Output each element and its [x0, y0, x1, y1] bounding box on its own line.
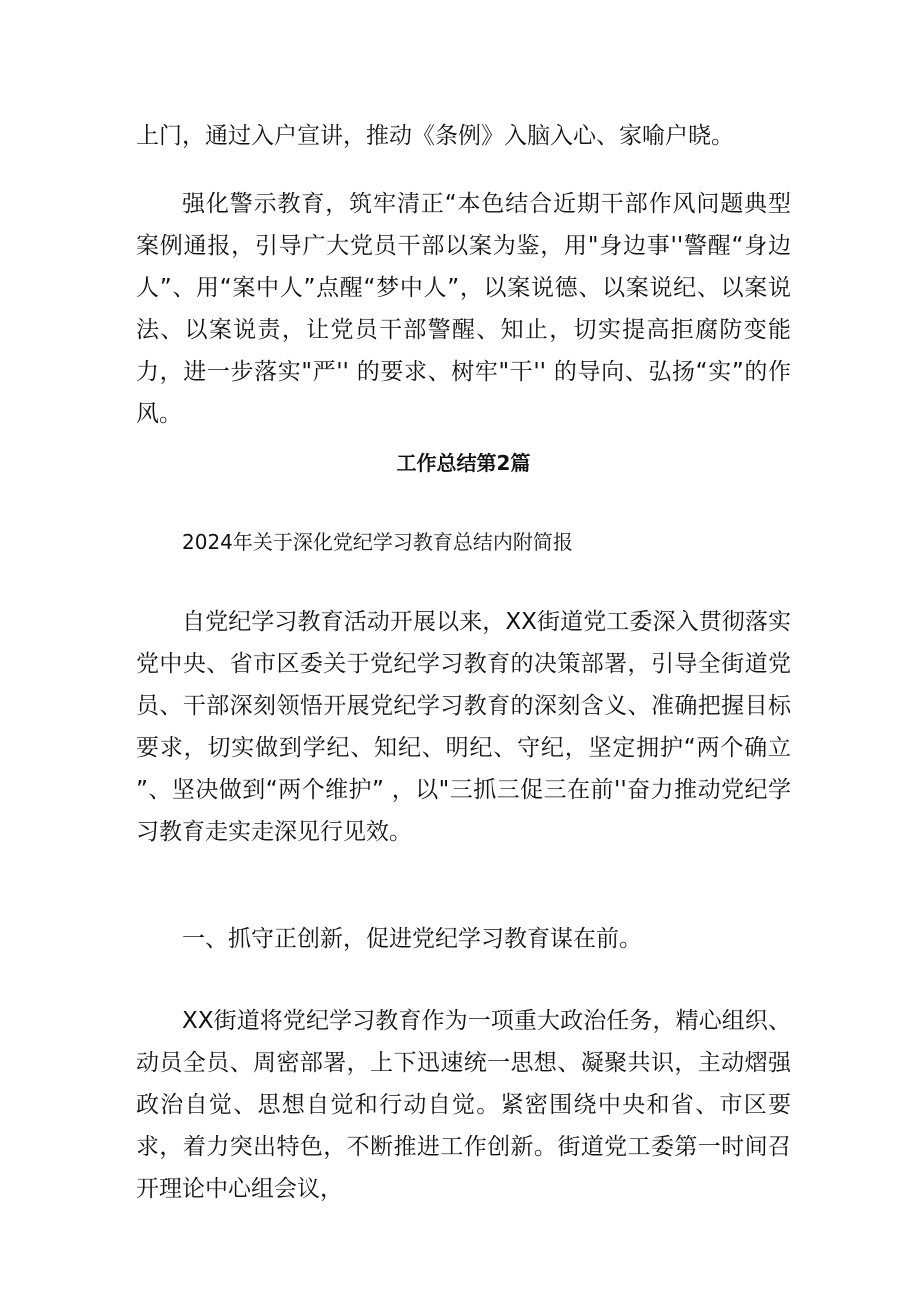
paragraph-intro: 自党纪学习教育活动开展以来，XX街道党工委深入贯彻落实党中央、省市区委关于党纪学习教育的决策部署，引导全街道党员、干部深刻领悟开展党纪学习教育的深刻含义、准确把握目标要求，切实做到学纪、知纪、明纪、守纪，坚定拥护“两个确立 ”、坚决做到“两个维护” ，以"三抓三促三在前''奋力推动党纪学习教育走实走深见行见效。 [136, 609, 791, 845]
point-one-heading: 一、抓守正创新，促进党纪学习教育谋在前。 [182, 926, 642, 952]
section-heading: 工作总结第2篇 [396, 451, 531, 475]
paragraph-warning-education: 强化警示教育，筑牢清正“本色结合近期干部作风问题典型案例通报，引导广大党员干部以案为鉴，用"身边事''警醒“身边人”、用“案中人”点醒“梦中人”，以案说德、以案说纪、以案说法、以案说责，让党员干部警醒、知止，切实提高拒腐防变能力，进一步落实"严'' 的要求、树牢"干'' 的导向、弘扬“实”的作风。 [136, 191, 791, 427]
paragraph-continuation: 上门，通过入户宣讲，推动《条例》入脑入心、家喻户晓。 [136, 123, 734, 149]
document-subtitle: 2024年关于深化党纪学习教育总结内附简报 [182, 530, 573, 554]
paragraph-point-one: XX街道将党纪学习教育作为一项重大政治任务，精心组织、动员全员、周密部署，上下迅速统一思想、凝聚共识，主动熠强政治自觉、思想自觉和行动自觉。紧密围绕中央和省、市区要求，着力突出特色，不断推进工作创新。街道党工委第一时间召开理论中心组会议， [136, 1008, 791, 1202]
